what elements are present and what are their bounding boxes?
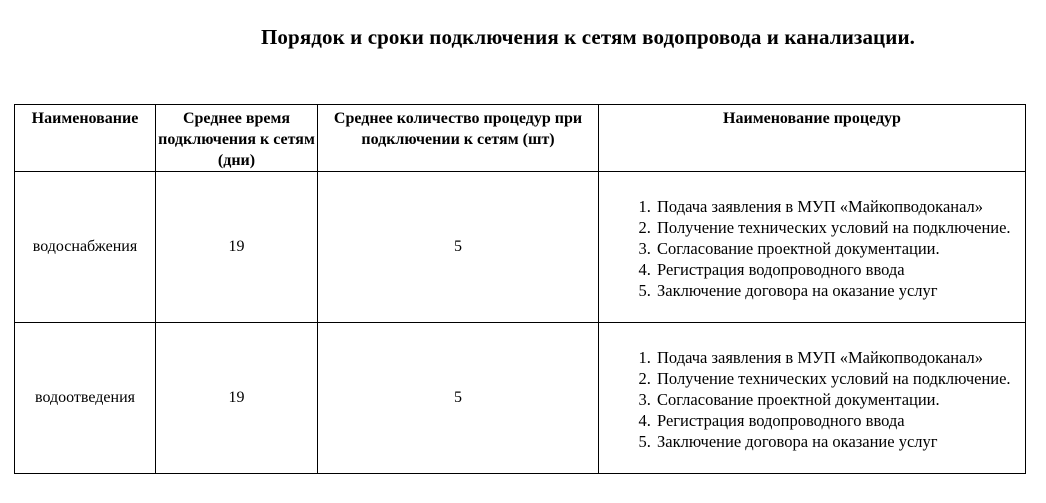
procedure-item: 3. Согласование проектной документации. [655, 389, 1025, 410]
table-row-water-supply [15, 172, 1026, 323]
table-row-wastewater [15, 323, 1026, 474]
row-avg-time: 19 [156, 323, 318, 474]
procedures-table [14, 104, 1026, 474]
header-name: Наименование [15, 105, 156, 172]
row-avg-count: 5 [318, 172, 599, 323]
procedure-item: 1. Подача заявления в МУП «Майкопводоканал» [655, 347, 1025, 368]
row-name: водоотведения [15, 323, 156, 474]
row-procedures [599, 323, 1026, 474]
procedure-item: 4. Регистрация водопроводного ввода [655, 259, 1025, 280]
header-procedures: Наименование процедур [599, 105, 1026, 172]
procedure-item: 2. Получение технических условий на подключение. [655, 217, 1025, 238]
procedure-list [599, 345, 1025, 452]
row-avg-time: 19 [156, 172, 318, 323]
procedure-item: 5. Заключение договора на оказание услуг [655, 280, 1025, 301]
procedure-item: 3. Согласование проектной документации. [655, 238, 1025, 259]
row-procedures [599, 172, 1026, 323]
procedure-item: 5. Заключение договора на оказание услуг [655, 431, 1025, 452]
procedure-item: 4. Регистрация водопроводного ввода [655, 410, 1025, 431]
procedure-item: 1. Подача заявления в МУП «Майкопводоканал» [655, 196, 1025, 217]
procedure-list [599, 194, 1025, 301]
row-avg-count: 5 [318, 323, 599, 474]
table-header-row [15, 105, 1026, 172]
procedure-item: 2. Получение технических условий на подключение. [655, 368, 1025, 389]
page-title: Порядок и сроки подключения к сетям водопровода и канализации. [261, 25, 915, 49]
header-avg-time: Среднее время подключения к сетям (дни) [156, 105, 318, 172]
header-avg-count: Среднее количество процедур при подключении к сетям (шт) [318, 105, 599, 172]
row-name: водоснабжения [15, 172, 156, 323]
